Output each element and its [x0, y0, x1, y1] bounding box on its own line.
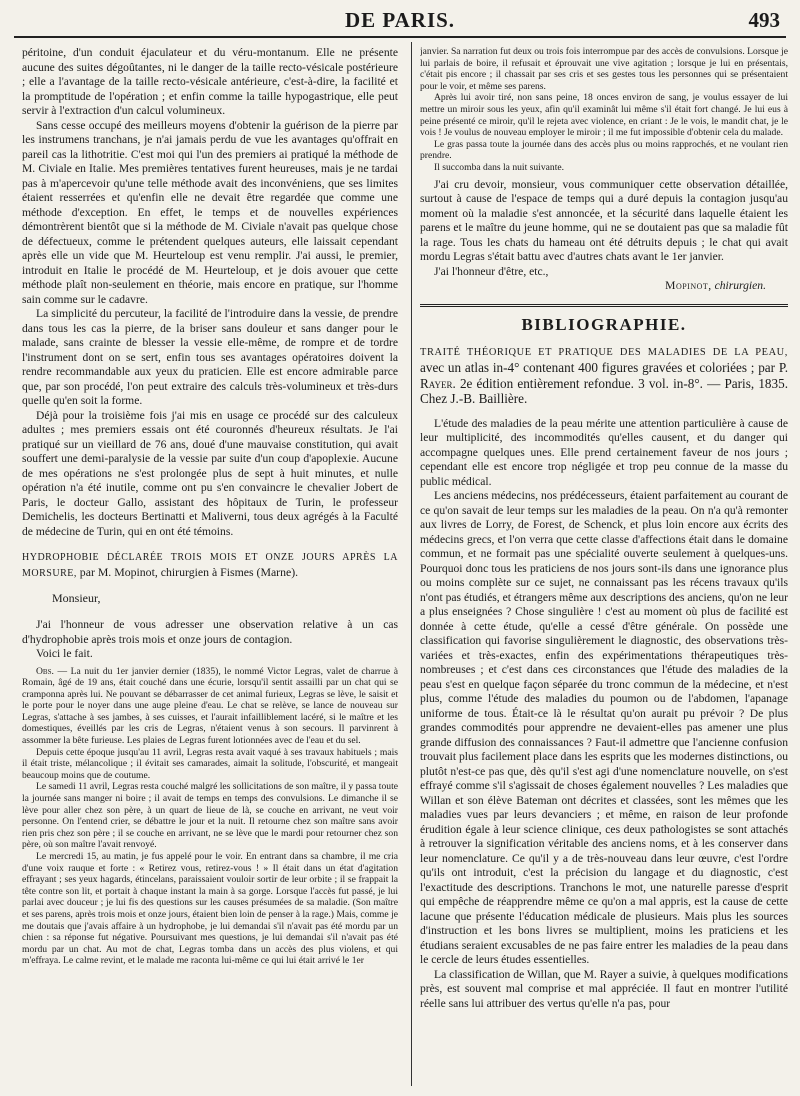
paragraph: péritoine, d'un conduit éjaculateur et du véru-montanum. Elle ne présente aucune des suites dégoûtantes, ni le danger de la taille recto-vésicale postérieure ; elle a l'avantage de la taille recto-vésicale antérieure, c'est-à-dire, la facilité et la promptitude de l'opération ; et enfin comme la taille hypogastrique, elle peut servir à l'extraction d'un calcul volumineux. [22, 46, 398, 117]
article-title-rest: par M. Mopinot, chirurgien à Fismes (Marne). [76, 565, 299, 579]
observation-continued: janvier. Sa narration fut deux ou trois fois interrompue par des accès de convulsions. Lorsque je lui parlais de boire, il refusait et éprouvait une vive agitation ; lorsque je lui en présentais, c'était pis encore ; il chassait par ses cris et ses gestes tous les personnes qui se présentaient pour le voir, et même ses parens. [420, 46, 788, 92]
salutation: Monsieur, [52, 591, 101, 605]
observation-paragraph: Le mercredi 15, au matin, je fus appelé pour le voir. En entrant dans sa chambre, il me cria d'une voix rauque et forte : « Retirez vous, retirez-vous ! » Il était dans un état d'agitation effrayant ; ses yeux hagards, étincelans, paraissaient vouloir sortir de leur orbite ; il se frappait la tête contre son lit, et portait à chaque instant la main à sa gorge. Lorsque l'accès fut passé, je lui parlai avec douceur ; je lui fis des questions sur les causes présumées de sa maladie. (Son maître et ses parens, après trois mois et onze jours, étaient bien loin de penser à la rage.) Mais, comme je me doutais que j'avais affaire à un hydrophobe, je lui demandai s'il n'avait pas été mordu par un chien : sa réponse fut négative. Poursuivant mes questions, je lui demandai s'il n'avait pas été mordu par un chat. Au mot de chat, Legras tomba dans un accès des plus violens, et qui m'effraya. Le calme revint, et le malade me raconta lui-même ce qui lui était arrivé le 1er [22, 851, 398, 967]
right-column [420, 46, 788, 1090]
observation-continued: Il succomba dans la nuit suivante. [434, 161, 565, 173]
book-details: avec un atlas in-4° contenant 400 figures gravées et coloriées ; par [420, 360, 779, 376]
review-paragraph: La classification de Willan, que M. Rayer a suivie, à quelques modifications près, est souvent mal comprise et mal appréciée. Il faut en montrer l'utilité réelle sans lui attribuer des vertus qu'elle n'a pas, pour [420, 967, 788, 1010]
article-title-caps: HYDROPHOBIE DÉCLARÉE TROIS MOIS ET ONZE JOURS APRÈS LA MORSURE, [22, 552, 398, 579]
signature [420, 279, 788, 294]
review-paragraph: L'étude des maladies de la peau mérite une attention particulière à cause de leur multiplicité, des incommodités qu'elles causent, et du danger qui accompagne quelques unes. Elle prend certainement faveur de nos jours ; cependant elle est encore trop négligée et trop peu connue de la masse du public médical. [420, 416, 788, 488]
signature-name: Mopinot, [665, 279, 712, 293]
book-reference [420, 343, 788, 407]
observation-label: Obs. [36, 665, 54, 677]
paragraph: La simplicité du percuteur, la facilité de l'introduire dans la vessie, de prendre dans tous les cas la pierre, de la briser sans douleur et sans danger pour le malade, sans crainte de blesser la vessie elle-même, de rompre et de tordre l'instrument dont on se sert, enfin tous ses avantages opératoires doivent la rendre recommandable aux yeux du praticien. Elle est encore admirable parce que, par son procédé, l'on peut extraire des calculs très-volumineux et très-durs quelle qu'en soit la forme. [22, 307, 398, 407]
observation-paragraph: Le samedi 11 avril, Legras resta couché malgré les sollicitations de son maître, il y passa toute la journée sans manger ni boire ; il avait de temps en temps des convulsions. Le dimanche il se lève pour aller chez son père, à un quart de lieue de là, se couche en arrivant, ne veut voir personne. On l'entend crier, se débattre le jour et la nuit. Il retourne chez son maître sans avoir rien pris chez son père ; il se couche en arrivant, ne se lève que le mardi pour retourner chez son père, où son maître l'avait renvoyé. [22, 781, 398, 851]
section-title: BIBLIOGRAPHIE. [521, 314, 687, 334]
page-number: 493 [748, 8, 780, 32]
page-header [14, 8, 786, 38]
observation-continued: Après lui avoir tiré, non sans peine, 18 onces environ de sang, je voulus essayer de lui mettre un miroir sous les yeux, afin qu'il examinât lui même s'il était fort changé. Je lui eus à peine présenté ce miroir, qu'il le rejeta avec violence, en criant : Je le vois, le mandit chat, je le vois ! Je voulus de nouveau employer le miroir ; il me fut impossible d'obtenir cela du malade. [420, 92, 788, 139]
left-column [22, 46, 398, 1090]
observation-paragraph: Depuis cette époque jusqu'au 11 avril, Legras resta avait vaqué à ses travaux habituels ; mais il était triste, mélancolique ; il évitait ses camarades, aimait la solitude, l'obscurité, et mangeait beaucoup moins que de coutume. [22, 746, 398, 781]
review-paragraph: Les anciens médecins, nos prédécesseurs, étaient parfaitement au courant de ce qu'on savait de leur temps sur les maladies de la peau. On n'a qu'à remonter aux livres de Lorry, de Forest, de Schenck, et plus loin encore aux écrits des médecins grecs, et l'on verra que cette classe d'affections était dans le domaine commun, et ne formait pas une spécialité ouverte seulement à quelques-uns. Pourquoi donc tous les praticiens de nos jours sont-ils dans une ignorance plus ou moins complète sur ce sujet, ne connaissant pas les récens travaux qu'ils n'ont pas étudiés, et étrangers même aux descriptions des anciens, qu'on ne leur a plus enseignées ? Chose singulière ! c'est au moment où plus de facilité est donnée à cette étude, qu'elle a cessé d'être générale. On possède une classification qui favorise singulièrement le diagnostic, des observations très-variées et très-exactes, enfin des expérimentations thérapeutiques très-nombreuses ; et c'est dans ces circonstances que l'étude des maladies de la peau s'est en quelque façon séparée du tronc commun de la médecine, et n'est plus, comme l'étude des maladies du poumon ou de l'abdomen, l'apanage uniforme de tous. Était-ce là le résultat qu'on aurait pu prévoir ? De plus grandes commodités pour apprendre ne devaient-elles pas amener une plus grande diffusion des connaissances ? Faut-il admettre que l'ancienne confusion trouvait plus facilement place dans les esprits que les modernes distinctions, ou plutôt n'est-ce pas que, dès qu'il s'est agi d'une nomenclature nouvelle, on s'est effrayé comme s'il s'agissait de choses également nouvelles ? Les maladies que Willan et son élève Bateman ont décrites et classées, sont les mêmes que les maladies vues par leurs devanciers ; et même, en raison de leur profonde érudition égale à leur science clinique, ces deux pathologistes se sont attachés à retrouver la signification véritable des anciens noms, et à les conserver dans leur nomenclature. Ce qu'il y a de très-nouveau dans leur œuvre, c'est l'ordre qu'ils ont introduit, c'est la précision du langage et du diagnostic, c'est l'exactitude des descriptions. Tranchons le mot, une naturelle paresse d'esprit qui empêche de réapprendre même ce qu'on a mal appris, est la cause de cette lacune que présente l'éducation médicale de plusieurs. Mais plus les sources d'instruction et les bons livres se multiplient, moins les praticiens et les étudians seraient excusables de ne pas faire entrer les maladies de la peau dans le cercle de leurs études essentielles. [420, 489, 788, 967]
paragraph: Sans cesse occupé des meilleurs moyens d'obtenir la guérison de la pierre par les instrumens tranchans, je n'ai jamais perdu de vue les avantages qu'offrait en pareil cas la lithotritie. C'est moi qui l'un des premiers ai pratiqué la méthode de M. Civiale en Italie. Mes premières tentatives furent heureuses, mais je ne tardai pas à m'apercevoir qu'une telle méthode avait des inconvéniens, que ses limites étaient resserrées et qu'enfin elle ne devait être regardée que comme une méthode d'exception. En effet, le temps et de nouvelles expériences démontrèrent bientôt que si la méthode de M. Civiale n'avait pas quelque chose de défectueux, comme le prétendent quelques auteurs, elle laissait cependant après elle un vide que M. Heurteloup est venu remplir. J'ai aussi, le premier, introduit en Italie le procédé de M. Heurteloup, et je dois avouer que cette méthode plaît non-seulement en théorie, mais encore en pratique, sur l'homme sain comme sur le cadavre. [22, 118, 398, 306]
intro-paragraph: Voici le fait. [36, 647, 93, 660]
closing-line: J'ai l'honneur d'être, etc., [434, 264, 549, 278]
intro-paragraph: J'ai l'honneur de vous adresser une observation relative à un cas d'hydrophobie après trois mois et onze jours de contagion. [22, 618, 398, 646]
letter-paragraph: J'ai cru devoir, monsieur, vous communiquer cette observation détaillée, surtout à cause de l'espace de temps qui a duré depuis la contagion jusqu'au moment où la maladie s'est annoncée, et la sécurité dans laquelle étaient les parens et le maître du jeune homme, qui ne se doutaient pas que sa maladie fût la rage. Tous les chats du hameau ont été détruits depuis ; le chat qui avait mordu Legras s'était battu avec d'autres chats avant le 1er janvier. [420, 177, 788, 264]
observation-continued: Le gras passa toute la journée dans des accès plus ou moins rapprochés, et ne voulant rien prendre. [420, 138, 788, 162]
section-rule [420, 304, 788, 307]
observation-paragraph [22, 666, 398, 747]
running-title: DE PARIS. [344, 8, 456, 32]
article-title [22, 549, 398, 581]
column-divider [411, 42, 412, 1086]
signature-title: chirurgien. [711, 279, 766, 293]
book-publication: 2e édition entièrement refondue. 3 vol. in-8°. — Paris, 1835. Chez J.-B. Baillière. [420, 375, 788, 407]
paragraph: Déjà pour la troisième fois j'ai mis en usage ce procédé sur des calculeux adultes ; mes premiers essais ont été couronnés d'heureux résultats. Je l'ai pratiqué sur un vieillard de 76 ans, doué d'une mauvaise constitution, qui avait souffert une demi-paralysie de la vessie par suite d'un coup d'apoplexie. Aucune de mes opérations ne s'est prolongée plus de sept à huit minutes, et nulle opération n'a été inutile, comme ont pu s'en convaincre le chevalier Jobert de Paris, le docteur Gallo, assistant des hôpitaux de Turin, le professeur Demichelis, les docteurs Bertinatti et Maliverni, tous deux agrégés à la Faculté de médecine de Turin, qui en ont été témoins. [22, 408, 398, 538]
book-author: P. Rayer. [420, 360, 788, 391]
book-title: TRAITÉ THÉORIQUE ET PRATIQUE DES MALADIES DE LA PEAU, [420, 346, 788, 358]
observation-text: — La nuit du 1er janvier dernier (1835), le nommé Victor Legras, valet de charrue à Romain, âgé de 19 ans, était couché dans une écurie, lorsqu'il sentit assailli par un chat qui se cramponna après lui. Ne pouvant se débarrasser de cet animal furieux, Legras se lève, le saisit et le porte pour le noyer dans une auge pleine d'eau. Le chat se relève, se lance de nouveau sur Legras, s'attache à ses jambes, à ses cuisses, et l'aurait infailliblement lacéré, si le maître et les domestiques, éveillés par les cris de Legras, n'étaient venus à son secours. Il parvinrent à assommer la bête furieuse. Les plaies de Legras furent lotionnées avec de l'eau et du sel. [22, 665, 398, 747]
